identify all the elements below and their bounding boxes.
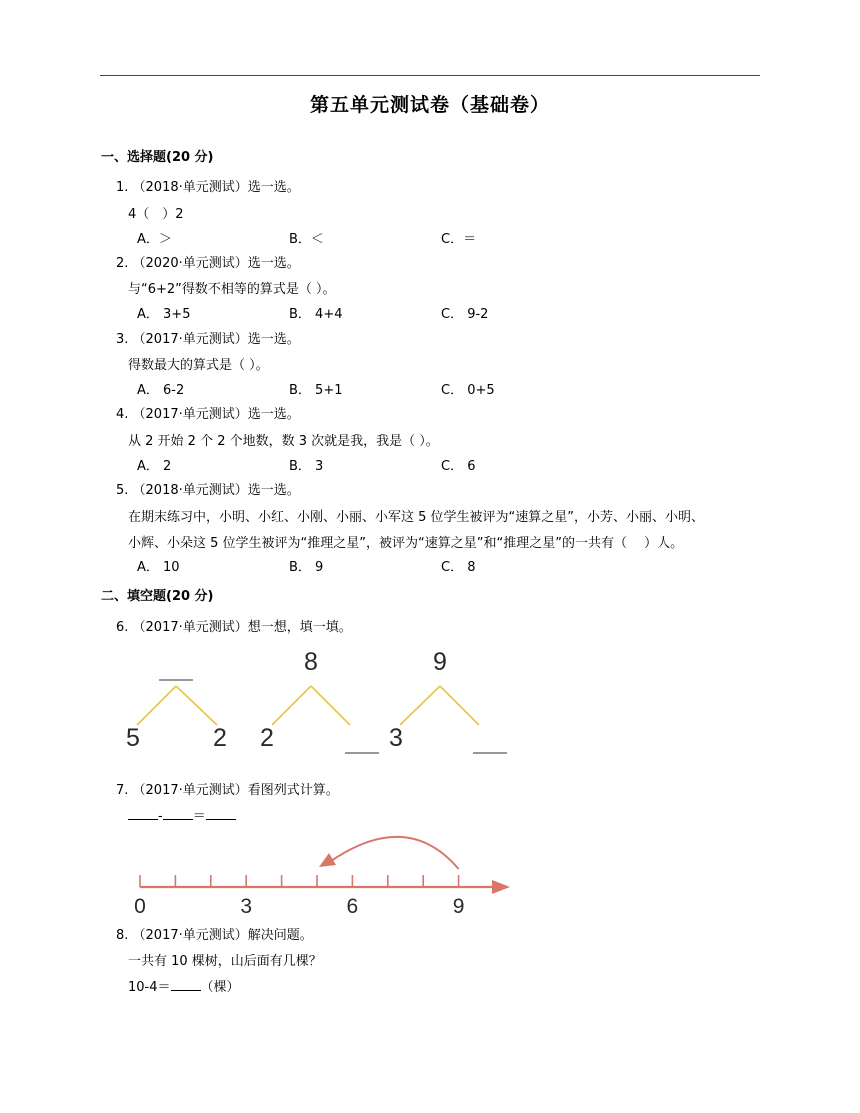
- question-2-option-c[interactable]: C． 9-2: [441, 307, 489, 322]
- minus-sign: -: [158, 809, 163, 824]
- question-4-option-a[interactable]: A． 2: [137, 459, 172, 474]
- bond-top-number: 8: [304, 648, 318, 676]
- question-5-stem-line-2: 小辉、小朵这 5 位学生被评为“推理之星”，被评为“速算之星”和“推理之星”的一共有（ ）人。: [128, 536, 684, 551]
- question-3-label: 3. （2017·单元测试）选一选。: [116, 332, 300, 347]
- question-3-option-b[interactable]: B． 5+1: [289, 383, 343, 398]
- question-5-option-a[interactable]: A． 10: [137, 560, 180, 575]
- question-1-option-a[interactable]: A．＞: [137, 232, 172, 247]
- formula-unit: （棵）: [200, 980, 240, 995]
- question-8-label: 8. （2017·单元测试）解决问题。: [116, 928, 313, 943]
- question-1-option-c[interactable]: C．＝: [441, 232, 477, 247]
- question-5-label: 5. （2018·单元测试）选一选。: [116, 483, 300, 498]
- bond-right-number: 2: [213, 724, 227, 752]
- equals-sign: ＝: [192, 809, 206, 824]
- section-heading-choice: 一、选择题(20 分): [101, 150, 214, 165]
- question-7-label: 7. （2017·单元测试）看图列式计算。: [116, 783, 339, 798]
- answer-blank[interactable]: [171, 978, 201, 991]
- question-4-stem: 从 2 开始 2 个 2 个地数，数 3 次就是我，我是（ ）。: [128, 434, 439, 449]
- bond-left-number: 2: [260, 724, 274, 752]
- bond-left-number: 3: [389, 724, 403, 752]
- question-8-formula: [128, 976, 240, 995]
- question-2-option-a[interactable]: A． 3+5: [137, 307, 191, 322]
- bond-left-number: 5: [126, 724, 140, 752]
- number-line-label: 6: [346, 895, 359, 918]
- number-line-label: 9: [452, 895, 465, 918]
- section-heading-fill: 二、填空题(20 分): [101, 589, 214, 604]
- question-2-option-b[interactable]: B． 4+4: [289, 307, 343, 322]
- question-3-option-a[interactable]: A． 6-2: [137, 383, 185, 398]
- question-8-stem: 一共有 10 棵树，山后面有几棵？: [128, 954, 322, 969]
- question-6-label: 6. （2017·单元测试）想一想，填一填。: [116, 620, 352, 635]
- jump-arc: [331, 837, 459, 869]
- number-line-label: 3: [240, 895, 253, 918]
- question-2-stem: 与“6+2”得数不相等的算式是（ ）。: [128, 282, 336, 297]
- number-line-arrowhead: [492, 880, 510, 894]
- number-line-label: 0: [134, 895, 146, 918]
- question-1-option-b[interactable]: B．＜: [289, 232, 324, 247]
- question-4-option-b[interactable]: B． 3: [289, 459, 324, 474]
- question-4-label: 4. （2017·单元测试）选一选。: [116, 407, 300, 422]
- bond-top-number: 9: [433, 648, 447, 676]
- question-3-option-c[interactable]: C． 0+5: [441, 383, 495, 398]
- page-title: 第五单元测试卷（基础卷）: [309, 94, 550, 116]
- question-5-option-c[interactable]: C． 8: [441, 560, 476, 575]
- question-1-label: 1. （2018·单元测试）选一选。: [116, 180, 300, 195]
- question-4-option-c[interactable]: C． 6: [441, 459, 476, 474]
- question-5-option-b[interactable]: B． 9: [289, 560, 324, 575]
- question-1-stem: 4（ ）2: [128, 207, 184, 222]
- question-2-label: 2. （2020·单元测试）选一选。: [116, 256, 300, 271]
- question-3-stem: 得数最大的算式是（ ）。: [128, 358, 269, 373]
- formula-prefix: 10-4＝: [128, 980, 171, 995]
- question-5-stem-line-1: 在期末练习中，小明、小红、小刚、小丽、小军这 5 位学生被评为“速算之星”，小芳、小丽、小明、: [128, 510, 705, 525]
